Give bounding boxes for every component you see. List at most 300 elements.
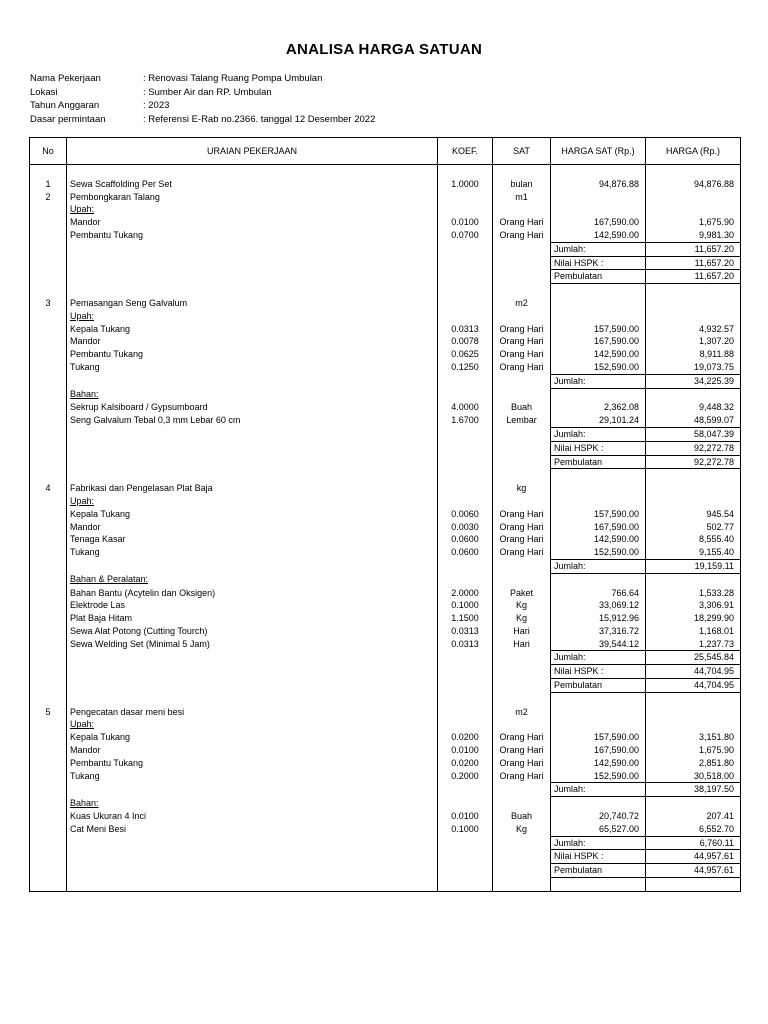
unit	[493, 427, 551, 441]
header-koef: KOEF.	[438, 138, 493, 165]
item-description: Tukang	[67, 770, 438, 783]
unit-price	[551, 165, 646, 178]
summary-row	[30, 665, 741, 679]
coefficient	[438, 850, 493, 864]
item-number	[30, 638, 67, 651]
item-description	[67, 427, 438, 441]
coefficient	[438, 836, 493, 850]
unit	[493, 203, 551, 216]
section-heading: Upah:	[67, 718, 438, 731]
table-row	[30, 587, 741, 600]
item-description: Pembantu Tukang	[67, 229, 438, 242]
table-row	[30, 323, 741, 336]
summary-row	[30, 864, 741, 878]
spacer-row	[30, 878, 741, 892]
summary-label: Pembulatan	[551, 455, 646, 469]
section-heading-row	[30, 718, 741, 731]
total-price	[646, 469, 741, 482]
unit	[493, 284, 551, 297]
coefficient	[438, 191, 493, 204]
item-number	[30, 374, 67, 388]
summary-label: Pembulatan	[551, 270, 646, 284]
section-heading: Upah:	[67, 495, 438, 508]
total-price	[646, 495, 741, 508]
total-price	[646, 692, 741, 705]
unit: Orang Hari	[493, 216, 551, 229]
unit: Orang Hari	[493, 508, 551, 521]
unit	[493, 270, 551, 284]
spacer-row	[30, 284, 741, 297]
table-row	[30, 533, 741, 546]
item-description	[67, 836, 438, 850]
item-number	[30, 836, 67, 850]
unit: bulan	[493, 178, 551, 191]
item-description: Pemasangan Seng Galvalum	[67, 297, 438, 310]
coefficient	[438, 482, 493, 495]
unit-price: 94,876.88	[551, 178, 646, 191]
total-price: 1,237.73	[646, 638, 741, 651]
unit	[493, 797, 551, 810]
summary-row	[30, 455, 741, 469]
summary-value: 44,957.61	[646, 850, 741, 864]
page-title: ANALISA HARGA SATUAN	[285, 41, 483, 58]
coefficient	[438, 455, 493, 469]
item-description	[67, 850, 438, 864]
item-description: Elektrode Las	[67, 599, 438, 612]
coefficient	[438, 427, 493, 441]
item-number	[30, 441, 67, 455]
unit	[493, 441, 551, 455]
item-description: Plat Baja Hitam	[67, 612, 438, 625]
unit-price	[551, 310, 646, 323]
unit	[493, 242, 551, 256]
table-row	[30, 810, 741, 823]
item-description: Kepala Tukang	[67, 731, 438, 744]
section-heading-row	[30, 310, 741, 323]
total-price	[646, 165, 741, 178]
unit: kg	[493, 482, 551, 495]
unit	[493, 388, 551, 401]
unit	[493, 651, 551, 665]
unit	[493, 469, 551, 482]
unit-price: 167,590.00	[551, 216, 646, 229]
unit-price: 2,362.08	[551, 401, 646, 414]
coefficient	[438, 270, 493, 284]
coefficient	[438, 864, 493, 878]
item-description	[67, 679, 438, 693]
coefficient	[438, 718, 493, 731]
unit: Orang Hari	[493, 348, 551, 361]
summary-value: 92,272.78	[646, 455, 741, 469]
item-description: Sewa Scaffolding Per Set	[67, 178, 438, 191]
summary-value: 19,159.11	[646, 559, 741, 573]
section-heading-row	[30, 495, 741, 508]
section-heading: Upah:	[67, 310, 438, 323]
item-number	[30, 625, 67, 638]
coefficient: 0.0600	[438, 533, 493, 546]
item-description: Pembongkaran Talang	[67, 191, 438, 204]
total-price	[646, 482, 741, 495]
item-number	[30, 361, 67, 374]
section-heading: Bahan:	[67, 388, 438, 401]
total-price: 9,448.32	[646, 401, 741, 414]
item-description: Pengecatan dasar meni besi	[67, 706, 438, 719]
unit	[493, 783, 551, 797]
unit	[493, 495, 551, 508]
unit-price: 65,527.00	[551, 823, 646, 836]
total-price	[646, 297, 741, 310]
item-description: Sewa Welding Set (Minimal 5 Jam)	[67, 638, 438, 651]
unit-price: 142,590.00	[551, 533, 646, 546]
coefficient	[438, 665, 493, 679]
unit: Orang Hari	[493, 744, 551, 757]
item-number	[30, 348, 67, 361]
item-number: 3	[30, 297, 67, 310]
meta-label: Dasar permintaan	[30, 113, 106, 125]
table-body	[30, 165, 741, 892]
unit-price: 142,590.00	[551, 757, 646, 770]
item-number	[30, 546, 67, 559]
unit-price	[551, 469, 646, 482]
item-description	[67, 692, 438, 705]
item-description: Pembantu Tukang	[67, 348, 438, 361]
unit: Orang Hari	[493, 533, 551, 546]
total-price: 9,155.40	[646, 546, 741, 559]
summary-label: Pembulatan	[551, 864, 646, 878]
item-description: Bahan Bantu (Acytelin dan Oksigen)	[67, 587, 438, 600]
item-description	[67, 651, 438, 665]
item-number	[30, 270, 67, 284]
summary-row	[30, 679, 741, 693]
meta-row-dasar-permintaan	[30, 113, 375, 127]
coefficient: 0.0700	[438, 229, 493, 242]
item-number	[30, 783, 67, 797]
unit-price: 167,590.00	[551, 521, 646, 534]
coefficient: 0.0200	[438, 757, 493, 770]
meta-label: Tahun Anggaran	[30, 100, 100, 111]
item-description: Tenaga Kasar	[67, 533, 438, 546]
summary-label: Jumlah:	[551, 242, 646, 256]
coefficient: 0.0100	[438, 216, 493, 229]
item-number	[30, 203, 67, 216]
unit-price	[551, 797, 646, 810]
item-description	[67, 878, 438, 892]
total-price: 945.54	[646, 508, 741, 521]
coefficient: 0.0625	[438, 348, 493, 361]
table-row	[30, 625, 741, 638]
summary-label: Jumlah:	[551, 651, 646, 665]
coefficient	[438, 203, 493, 216]
total-price: 1,533.28	[646, 587, 741, 600]
item-description	[67, 559, 438, 573]
coefficient: 0.0100	[438, 810, 493, 823]
unit	[493, 665, 551, 679]
item-description	[67, 256, 438, 270]
total-price	[646, 706, 741, 719]
coefficient	[438, 284, 493, 297]
unit-price: 766.64	[551, 587, 646, 600]
item-number	[30, 388, 67, 401]
table-row	[30, 216, 741, 229]
table-header-row	[30, 138, 741, 165]
header-harga-sat: HARGA SAT (Rp.)	[551, 138, 646, 165]
unit	[493, 679, 551, 693]
coefficient	[438, 165, 493, 178]
header-harga: HARGA (Rp.)	[646, 138, 741, 165]
coefficient	[438, 441, 493, 455]
table-row	[30, 361, 741, 374]
summary-value: 92,272.78	[646, 441, 741, 455]
item-number	[30, 864, 67, 878]
item-description: Kepala Tukang	[67, 508, 438, 521]
header-sat: SAT	[493, 138, 551, 165]
total-price	[646, 878, 741, 892]
unit-price: 142,590.00	[551, 229, 646, 242]
item-number	[30, 229, 67, 242]
summary-row	[30, 836, 741, 850]
coefficient: 1.1500	[438, 612, 493, 625]
coefficient	[438, 495, 493, 508]
total-price	[646, 718, 741, 731]
unit	[493, 573, 551, 586]
meta-value: : Referensi E-Rab no.2366. tanggal 12 Desember 2022	[143, 113, 376, 125]
item-number	[30, 401, 67, 414]
total-price	[646, 573, 741, 586]
unit-price	[551, 706, 646, 719]
summary-row	[30, 559, 741, 573]
total-price: 94,876.88	[646, 178, 741, 191]
item-description	[67, 242, 438, 256]
item-description	[67, 665, 438, 679]
unit-price	[551, 297, 646, 310]
unit-price: 157,590.00	[551, 731, 646, 744]
unit-price: 157,590.00	[551, 508, 646, 521]
unit: Orang Hari	[493, 323, 551, 336]
table-row	[30, 706, 741, 719]
meta-value: : Renovasi Talang Ruang Pompa Umbulan	[143, 73, 323, 84]
unit-price: 37,316.72	[551, 625, 646, 638]
item-number	[30, 335, 67, 348]
summary-label: Jumlah:	[551, 783, 646, 797]
item-description: Cat Meni Besi	[67, 823, 438, 836]
item-description	[67, 165, 438, 178]
coefficient: 0.0060	[438, 508, 493, 521]
unit: Orang Hari	[493, 521, 551, 534]
coefficient	[438, 878, 493, 892]
item-number	[30, 559, 67, 573]
item-description: Pembantu Tukang	[67, 757, 438, 770]
coefficient: 2.0000	[438, 587, 493, 600]
meta-value: : 2023	[143, 100, 170, 111]
item-description: Fabrikasi dan Pengelasan Plat Baja	[67, 482, 438, 495]
unit	[493, 850, 551, 864]
item-number	[30, 679, 67, 693]
unit-price	[551, 495, 646, 508]
unit: Orang Hari	[493, 770, 551, 783]
summary-value: 58,047.39	[646, 427, 741, 441]
item-number	[30, 731, 67, 744]
item-number	[30, 256, 67, 270]
unit-price: 167,590.00	[551, 335, 646, 348]
unit: Orang Hari	[493, 361, 551, 374]
total-price: 1,307.20	[646, 335, 741, 348]
unit	[493, 310, 551, 323]
table-row	[30, 401, 741, 414]
summary-label: Pembulatan	[551, 679, 646, 693]
item-number	[30, 878, 67, 892]
table-row	[30, 599, 741, 612]
summary-label: Jumlah:	[551, 836, 646, 850]
unit-price	[551, 284, 646, 297]
unit-price	[551, 692, 646, 705]
item-number	[30, 414, 67, 427]
meta-value: : Sumber Air dan RP. Umbulan	[143, 86, 272, 98]
section-heading-row	[30, 203, 741, 216]
item-description: Seng Galvalum Tebal 0,3 mm Lebar 60 cm	[67, 414, 438, 427]
unit-price: 157,590.00	[551, 323, 646, 336]
coefficient	[438, 297, 493, 310]
meta-row-nama-pekerjaan	[30, 72, 375, 86]
item-number	[30, 284, 67, 297]
coefficient	[438, 679, 493, 693]
item-description: Sekrup Kalsiboard / Gypsumboard	[67, 401, 438, 414]
summary-value: 44,704.95	[646, 665, 741, 679]
unit	[493, 559, 551, 573]
item-description: Mandor	[67, 521, 438, 534]
summary-value: 11,657.20	[646, 270, 741, 284]
unit-price	[551, 482, 646, 495]
unit-price	[551, 203, 646, 216]
spacer-row	[30, 469, 741, 482]
coefficient: 0.0313	[438, 625, 493, 638]
summary-value: 6,760.11	[646, 836, 741, 850]
summary-label: Nilai HSPK :	[551, 441, 646, 455]
section-heading-row	[30, 797, 741, 810]
summary-row	[30, 256, 741, 270]
total-price: 8,555.40	[646, 533, 741, 546]
coefficient	[438, 651, 493, 665]
total-price	[646, 797, 741, 810]
unit-price: 20,740.72	[551, 810, 646, 823]
coefficient	[438, 559, 493, 573]
section-heading: Bahan:	[67, 797, 438, 810]
total-price	[646, 310, 741, 323]
item-number	[30, 469, 67, 482]
unit	[493, 718, 551, 731]
item-number	[30, 165, 67, 178]
item-description	[67, 284, 438, 297]
item-number	[30, 533, 67, 546]
total-price: 19,073.75	[646, 361, 741, 374]
section-heading-row	[30, 573, 741, 586]
item-number	[30, 587, 67, 600]
coefficient: 4.0000	[438, 401, 493, 414]
summary-value: 11,657.20	[646, 256, 741, 270]
coefficient	[438, 573, 493, 586]
item-number	[30, 508, 67, 521]
section-heading: Upah:	[67, 203, 438, 216]
coefficient: 0.0078	[438, 335, 493, 348]
unit: Buah	[493, 401, 551, 414]
total-price: 9,981.30	[646, 229, 741, 242]
unit: Paket	[493, 587, 551, 600]
summary-row	[30, 651, 741, 665]
unit	[493, 878, 551, 892]
coefficient	[438, 783, 493, 797]
summary-row	[30, 427, 741, 441]
unit-price	[551, 573, 646, 586]
total-price: 30,518.00	[646, 770, 741, 783]
total-price: 2,851.80	[646, 757, 741, 770]
table-row	[30, 482, 741, 495]
coefficient: 0.1000	[438, 823, 493, 836]
coefficient: 0.0313	[438, 323, 493, 336]
unit	[493, 692, 551, 705]
item-number	[30, 427, 67, 441]
summary-label: Jumlah:	[551, 559, 646, 573]
item-number	[30, 744, 67, 757]
table-row	[30, 297, 741, 310]
table-row	[30, 744, 741, 757]
coefficient: 0.0600	[438, 546, 493, 559]
item-number	[30, 718, 67, 731]
item-number: 5	[30, 706, 67, 719]
coefficient: 0.1250	[438, 361, 493, 374]
item-number	[30, 651, 67, 665]
total-price: 4,932.57	[646, 323, 741, 336]
unit: Buah	[493, 810, 551, 823]
item-number	[30, 823, 67, 836]
summary-value: 34,225.39	[646, 374, 741, 388]
coefficient	[438, 256, 493, 270]
summary-value: 44,957.61	[646, 864, 741, 878]
item-number	[30, 612, 67, 625]
unit	[493, 256, 551, 270]
header-uraian: URAIAN PEKERJAAN	[67, 138, 438, 165]
item-description: Sewa Alat Potong (Cutting Tourch)	[67, 625, 438, 638]
total-price: 18,299.90	[646, 612, 741, 625]
table-row	[30, 348, 741, 361]
table-row	[30, 770, 741, 783]
unit	[493, 374, 551, 388]
summary-row	[30, 270, 741, 284]
coefficient	[438, 374, 493, 388]
section-heading-row	[30, 388, 741, 401]
item-description: Mandor	[67, 216, 438, 229]
coefficient	[438, 706, 493, 719]
coefficient: 0.0313	[438, 638, 493, 651]
coefficient: 0.0200	[438, 731, 493, 744]
table-row	[30, 521, 741, 534]
total-price: 3,151.80	[646, 731, 741, 744]
unit: Orang Hari	[493, 229, 551, 242]
meta-row-lokasi	[30, 86, 375, 100]
item-number	[30, 692, 67, 705]
unit-price: 152,590.00	[551, 770, 646, 783]
coefficient: 1.0000	[438, 178, 493, 191]
item-description: Mandor	[67, 744, 438, 757]
unit: Kg	[493, 612, 551, 625]
unit-price	[551, 718, 646, 731]
summary-value: 44,704.95	[646, 679, 741, 693]
unit-price: 39,544.12	[551, 638, 646, 651]
item-number	[30, 757, 67, 770]
unit	[493, 455, 551, 469]
summary-value: 38,197.50	[646, 783, 741, 797]
item-description: Kuas Ukuran 4 Inci	[67, 810, 438, 823]
coefficient	[438, 469, 493, 482]
coefficient: 1.6700	[438, 414, 493, 427]
